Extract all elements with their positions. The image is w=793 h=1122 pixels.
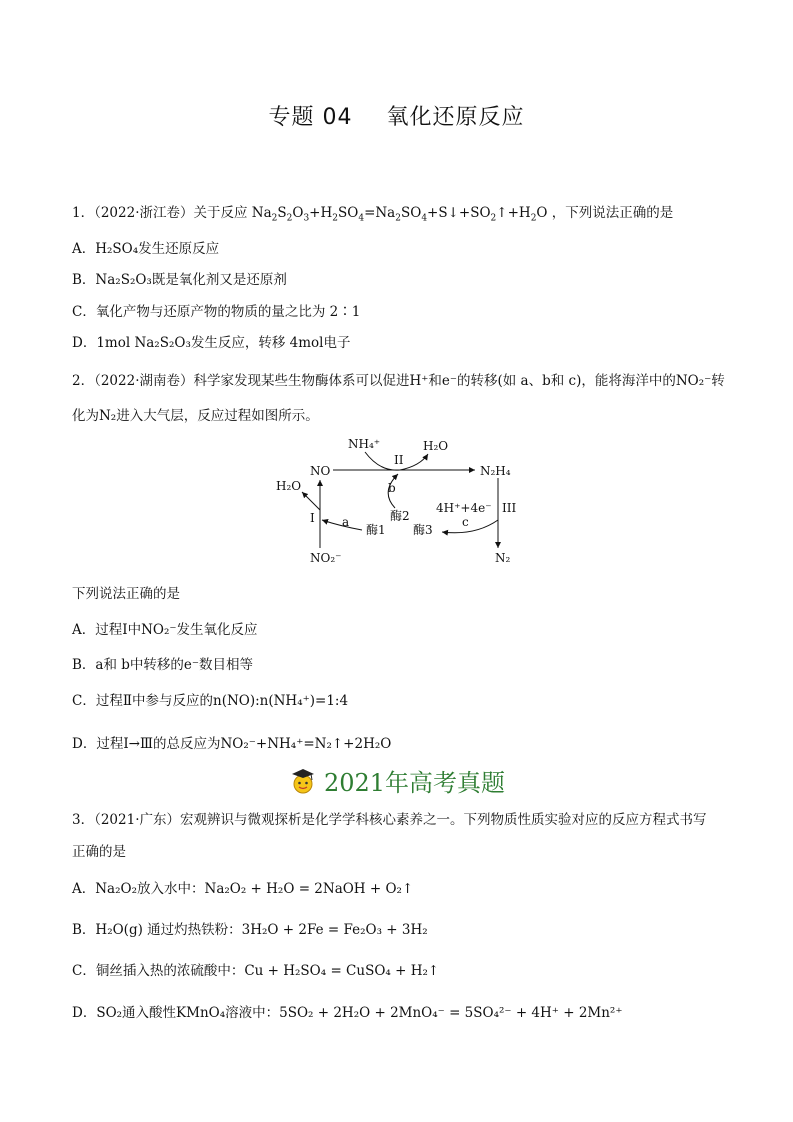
q2-prompt: 下列说法正确的是 xyxy=(72,586,180,602)
diagram-h2o-left: H₂O xyxy=(276,479,302,493)
diagram-enzyme-2: 酶2 xyxy=(390,509,410,523)
q1-stem: 1．（2022·浙江卷）关于反应 $Na_2S_2O_3+H_2SO_4=Na_2SO_4+S↓+SO_2↑+H_2O$ ，下列说法正确的是 xyxy=(72,205,674,224)
q2-option-a[interactable]: A．过程Ⅰ中NO₂⁻发生氧化反应 xyxy=(72,622,258,638)
diagram-step-2: II xyxy=(394,453,404,467)
q1-option-d[interactable]: D．1mol Na₂S₂O₃发生反应，转移 4mol电子 xyxy=(72,335,351,351)
q2-stem-line1: 2．（2022·湖南卷）科学家发现某些生物酶体系可以促进H⁺和e⁻的转移(如 a、b和 c)，能将海洋中的NO₂⁻转 xyxy=(72,373,725,389)
diagram-label-c: c xyxy=(462,515,469,529)
section-banner xyxy=(0,763,793,798)
arrow-h2o-left xyxy=(302,492,320,510)
q3-option-c[interactable]: C．铜丝插入热的浓硫酸中：Cu + H₂SO₄ = CuSO₄ + H₂↑ xyxy=(72,963,440,979)
q1-stem-prefix: 1．（2022·浙江卷）关于反应 Na xyxy=(72,205,272,221)
q3-stem-line1: 3．（2021·广东）宏观辨识与微观探析是化学学科核心素养之一。下列物质性质实验对应的反应方程式书写 xyxy=(72,812,707,828)
diagram-no2: NO₂⁻ xyxy=(310,551,342,565)
diagram-h2o-top: H₂O xyxy=(423,439,449,453)
q2-option-b[interactable]: B．a和 b中转移的e⁻数目相等 xyxy=(72,657,254,673)
diagram-n2h4: N₂H₄ xyxy=(480,464,511,478)
diagram-n2: N₂ xyxy=(495,551,511,565)
reaction-diagram xyxy=(270,430,530,570)
diagram-electrons: 4H⁺+4e⁻ xyxy=(436,501,492,515)
diagram-label-b: b xyxy=(388,481,396,495)
diagram-enzyme-1: 酶1 xyxy=(366,523,386,537)
arrow-c xyxy=(442,520,498,533)
q1-option-b[interactable]: B．Na₂S₂O₃既是氧化剂又是还原剂 xyxy=(72,272,287,288)
page-title xyxy=(0,100,793,131)
diagram-step-1: I xyxy=(310,511,315,525)
diagram-step-3: III xyxy=(502,501,517,515)
q1-stem-suffix: ，下列说法正确的是 xyxy=(551,205,674,221)
q3-option-b[interactable]: B．H₂O(g) 通过灼热铁粉：3H₂O + 2Fe = Fe₂O₃ + 3H₂ xyxy=(72,922,428,938)
diagram-nh4: NH₄⁺ xyxy=(348,437,381,451)
q2-option-c[interactable]: C．过程Ⅱ中参与反应的n(NO):n(NH₄⁺)=1:4 xyxy=(72,693,349,709)
banner-text: 2021年高考真题 xyxy=(323,769,506,797)
q3-option-d[interactable]: D．SO₂通入酸性KMnO₄溶液中：5SO₂ + 2H₂O + 2MnO₄⁻ = 5SO₄²⁻ + 4H⁺ + 2Mn²⁺ xyxy=(72,1005,623,1021)
title-topic-number: 专题 04 xyxy=(268,105,353,130)
diagram-enzyme-3: 酶3 xyxy=(413,523,433,537)
graduate-mascot-icon xyxy=(288,766,318,796)
q2-stem-line2: 化为N₂进入大气层，反应过程如图所示。 xyxy=(72,408,319,424)
q3-stem-line2: 正确的是 xyxy=(72,844,126,860)
q1-option-a[interactable]: A．H₂SO₄发生还原反应 xyxy=(72,241,220,257)
q2-option-d[interactable]: D．过程Ⅰ→Ⅲ的总反应为NO₂⁻+NH₄⁺=N₂↑+2H₂O xyxy=(72,736,392,752)
diagram-no: NO xyxy=(310,464,331,478)
q3-option-a[interactable]: A．Na₂O₂放入水中：Na₂O₂ + H₂O = 2NaOH + O₂↑ xyxy=(72,881,414,897)
q1-option-c[interactable]: C．氧化产物与还原产物的物质的量之比为 2∶1 xyxy=(72,304,361,320)
diagram-label-a: a xyxy=(342,515,350,529)
title-topic-name: 氧化还原反应 xyxy=(386,105,525,130)
